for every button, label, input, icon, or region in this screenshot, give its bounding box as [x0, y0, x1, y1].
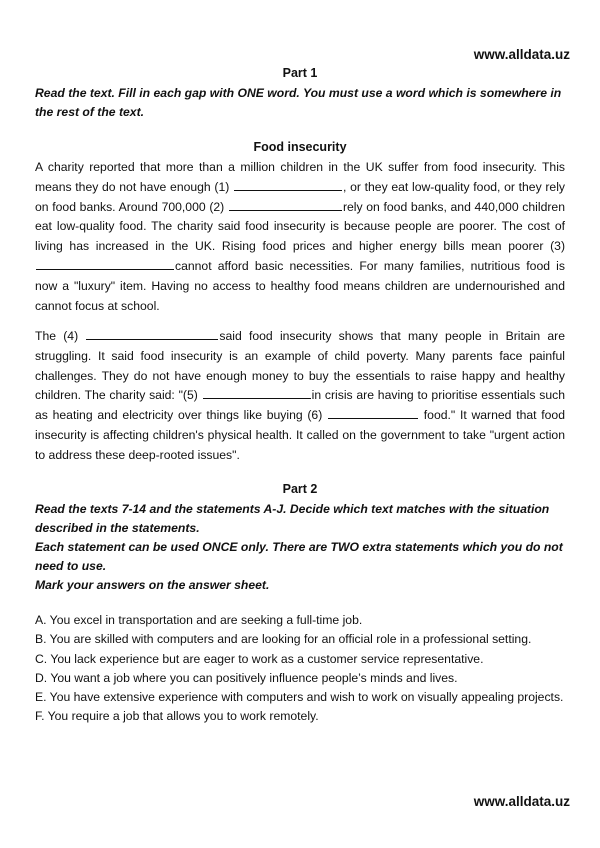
part1-instruction: Read the text. Fill in each gap with ONE word. You must use a word which is somewhere in the rest of the text. [35, 86, 562, 119]
passage-text: , or they eat low-quality food, or they rely on food banks. Around 700,000 (2) [35, 179, 565, 214]
passage-title: Food insecurity [253, 140, 347, 154]
statement-a: A. You excel in transportation and are seeking a full-time job. [35, 613, 363, 627]
passage-text: rely on food banks, and 440,000 children eat low-quality food. The charity said food insecurity is because people are poorer. The cost of living has increased in the UK. Rising food prices and higher energy bills mean poorer (3) [35, 199, 565, 254]
passage-text: food." It warned that food insecurity is affecting children's physical health. It called on the government to take "urgent action to address these deep-rooted issues". [35, 408, 565, 462]
passage-text: The (4) [35, 329, 79, 343]
gap-2-blank[interactable] [229, 198, 342, 211]
passage-text: cannot afford basic necessities. For many families, nutritious food is now a "luxury" item. Having no access to healthy food means children are undernourished and cannot focus at school. [35, 258, 565, 313]
part2-instructions [35, 500, 565, 595]
statement-f: F. You require a job that allows you to work remotely. [35, 709, 319, 724]
site-watermark-bottom: www.alldata.uz [473, 794, 570, 809]
statement-e: E. You have extensive experience with computers and wish to work on visually appealing projects. [35, 690, 564, 705]
gap-3-blank[interactable] [36, 257, 174, 270]
gap-6-blank[interactable] [328, 406, 418, 419]
instruction-line: Mark your answers on the answer sheet. [35, 578, 270, 592]
instruction-line: Each statement can be used ONCE only. There are TWO extra statements which you do not need to use. [35, 540, 563, 573]
site-watermark-top: www.alldata.uz [473, 47, 570, 62]
instruction-line: Read the texts 7-14 and the statements A-J. Decide which text matches with the situation described in the statements. [35, 502, 550, 535]
passage-text: said food insecurity shows that many people in Britain are struggling. It said food insecurity is an example of child poverty. Many parents face painful challenges. They do not have enough money to buy the essentials to raise happy and healthy children. The charity said: "(5) [35, 329, 565, 403]
gap-4-blank[interactable] [86, 327, 218, 340]
gap-1-blank[interactable] [234, 178, 342, 191]
statements-list [35, 611, 565, 727]
passage-paragraph-1 [35, 158, 565, 316]
passage-paragraph-2 [35, 327, 565, 466]
passage-text: A charity reported that more than a million children in the UK suffer from food insecurity. This means they do not have enough (1) [35, 160, 565, 194]
statement-d: D. You want a job where you can positively influence people’s minds and lives. [35, 670, 458, 685]
statement-c: C. You lack experience but are eager to work as a customer service representative. [35, 651, 484, 666]
part1-heading: Part 1 [282, 66, 318, 80]
statement-b: B. You are skilled with computers and are looking for an official role in a professional setting. [35, 632, 532, 647]
part2-heading: Part 2 [282, 482, 318, 496]
passage-text: in crisis are having to prioritise essentials such as heating and electricity over things like buying (6) [35, 388, 565, 423]
gap-5-blank[interactable] [203, 386, 311, 399]
